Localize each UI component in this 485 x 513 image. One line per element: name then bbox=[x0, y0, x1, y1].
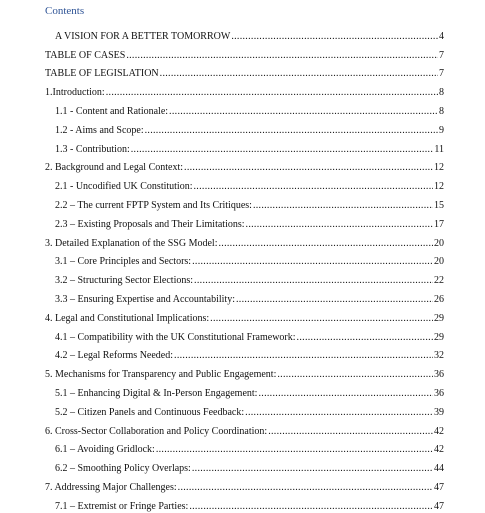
toc-entry-title: 2.1 - Uncodified UK Constitution: bbox=[55, 181, 193, 193]
dot-leader bbox=[194, 181, 434, 193]
toc-entry-page-number: 8 bbox=[439, 87, 444, 99]
dot-leader bbox=[189, 501, 433, 513]
toc-entry-title: 3.3 – Ensuring Expertise and Accountability: bbox=[55, 293, 235, 305]
toc-entry[interactable] bbox=[45, 456, 444, 475]
dot-leader bbox=[253, 200, 433, 212]
toc-entry-page-number: 9 bbox=[439, 124, 444, 136]
dot-leader bbox=[131, 144, 434, 156]
table-of-contents bbox=[45, 24, 444, 513]
toc-entry[interactable] bbox=[45, 156, 444, 175]
toc-entry-page-number: 20 bbox=[434, 256, 444, 268]
toc-entry-title: TABLE OF LEGISLATION bbox=[45, 68, 159, 80]
toc-entry[interactable] bbox=[45, 24, 444, 43]
dot-leader bbox=[156, 444, 433, 456]
dot-leader bbox=[218, 238, 433, 250]
toc-entry-title: 3.1 – Core Principles and Sectors: bbox=[55, 256, 192, 268]
toc-entry-title: 1.2 - Aims and Scope: bbox=[55, 124, 144, 136]
dot-leader bbox=[194, 275, 433, 287]
toc-entry-page-number: 36 bbox=[434, 369, 444, 381]
toc-entry-title: 6. Cross-Sector Collaboration and Policy Coordination: bbox=[45, 425, 268, 437]
toc-entry-page-number: 26 bbox=[434, 293, 444, 305]
toc-entry-page-number: 7 bbox=[439, 49, 444, 61]
toc-entry-title: A VISION FOR A BETTER TOMORROW bbox=[55, 30, 231, 42]
toc-entry-page-number: 22 bbox=[434, 275, 444, 287]
toc-entry-title: 5.1 – Enhancing Digital & In-Person Engagement: bbox=[55, 387, 258, 399]
dot-leader bbox=[258, 388, 433, 400]
toc-entry[interactable] bbox=[45, 193, 444, 212]
toc-entry[interactable] bbox=[45, 80, 444, 99]
toc-entry-title: 7.1 – Extremist or Fringe Parties: bbox=[55, 500, 189, 512]
toc-entry[interactable] bbox=[45, 268, 444, 287]
toc-entry-title: 2.3 – Existing Proposals and Their Limitations: bbox=[55, 218, 245, 230]
toc-entry[interactable] bbox=[45, 231, 444, 250]
dot-leader bbox=[192, 463, 433, 475]
toc-entry-title: 4.2 – Legal Reforms Needed: bbox=[55, 350, 174, 362]
toc-entry-page-number: 29 bbox=[434, 331, 444, 343]
toc-entry-page-number: 12 bbox=[434, 162, 444, 174]
dot-leader bbox=[174, 350, 433, 362]
toc-entry-title: 4. Legal and Constitutional Implications: bbox=[45, 312, 210, 324]
toc-entry-page-number: 4 bbox=[439, 30, 444, 42]
toc-entry-title: 1.1 - Content and Rationale: bbox=[55, 105, 169, 117]
toc-entry-page-number: 7 bbox=[439, 68, 444, 80]
dot-leader bbox=[169, 106, 438, 118]
toc-entry[interactable] bbox=[45, 62, 444, 81]
dot-leader bbox=[178, 482, 433, 494]
toc-entry[interactable] bbox=[45, 381, 444, 400]
toc-entry-page-number: 42 bbox=[434, 444, 444, 456]
toc-entry-page-number: 36 bbox=[434, 387, 444, 399]
dot-leader bbox=[231, 31, 438, 43]
toc-entry-page-number: 47 bbox=[434, 481, 444, 493]
toc-entry[interactable] bbox=[45, 325, 444, 344]
dot-leader bbox=[126, 50, 438, 62]
dot-leader bbox=[106, 87, 438, 99]
toc-entry[interactable] bbox=[45, 306, 444, 325]
toc-entry-title: 4.1 – Compatibility with the UK Constitutional Framework: bbox=[55, 331, 296, 343]
dot-leader bbox=[268, 426, 433, 438]
toc-entry[interactable] bbox=[45, 43, 444, 62]
toc-entry[interactable] bbox=[45, 400, 444, 419]
toc-entry[interactable] bbox=[45, 212, 444, 231]
toc-entry-title: 3. Detailed Explanation of the SSG Model: bbox=[45, 237, 218, 249]
toc-entry-page-number: 47 bbox=[434, 500, 444, 512]
dot-leader bbox=[245, 407, 433, 419]
dot-leader bbox=[160, 68, 438, 80]
toc-entry-title: 2. Background and Legal Context: bbox=[45, 162, 184, 174]
toc-entry-page-number: 42 bbox=[434, 425, 444, 437]
toc-entry[interactable] bbox=[45, 344, 444, 363]
toc-entry-page-number: 17 bbox=[434, 218, 444, 230]
toc-entry-title: 3.2 – Structuring Sector Elections: bbox=[55, 275, 194, 287]
toc-entry[interactable] bbox=[45, 419, 444, 438]
toc-entry[interactable] bbox=[45, 99, 444, 118]
toc-entry[interactable] bbox=[45, 494, 444, 513]
toc-entry-page-number: 44 bbox=[434, 463, 444, 475]
toc-entry[interactable] bbox=[45, 118, 444, 137]
toc-entry-title: 5. Mechanisms for Transparency and Public Engagement: bbox=[45, 369, 277, 381]
toc-entry-title: 6.1 – Avoiding Gridlock: bbox=[55, 444, 155, 456]
toc-entry-title: TABLE OF CASES bbox=[45, 49, 126, 61]
toc-entry-page-number: 8 bbox=[439, 105, 444, 117]
toc-entry-page-number: 39 bbox=[434, 406, 444, 418]
dot-leader bbox=[192, 256, 433, 268]
toc-entry[interactable] bbox=[45, 362, 444, 381]
toc-entry-page-number: 11 bbox=[434, 143, 444, 155]
toc-entry[interactable] bbox=[45, 438, 444, 457]
toc-entry[interactable] bbox=[45, 137, 444, 156]
toc-heading: Contents bbox=[45, 5, 85, 17]
toc-entry[interactable] bbox=[45, 287, 444, 306]
dot-leader bbox=[277, 369, 433, 381]
toc-entry-title: 6.2 – Smoothing Policy Overlaps: bbox=[55, 463, 191, 475]
dot-leader bbox=[184, 162, 433, 174]
dot-leader bbox=[236, 294, 433, 306]
toc-entry-page-number: 20 bbox=[434, 237, 444, 249]
dot-leader bbox=[210, 313, 433, 325]
toc-entry-title: 7. Addressing Major Challenges: bbox=[45, 481, 177, 493]
toc-entry[interactable] bbox=[45, 475, 444, 494]
dot-leader bbox=[145, 125, 438, 137]
toc-entry[interactable] bbox=[45, 250, 444, 269]
dot-leader bbox=[246, 219, 433, 231]
toc-entry-title: 5.2 – Citizen Panels and Continuous Feedback: bbox=[55, 406, 245, 418]
toc-entry-page-number: 29 bbox=[434, 312, 444, 324]
dot-leader bbox=[297, 332, 433, 344]
toc-entry-title: 1.3 - Contribution: bbox=[55, 143, 130, 155]
toc-entry-title: 1.Introduction: bbox=[45, 87, 105, 99]
toc-entry[interactable] bbox=[45, 174, 444, 193]
toc-entry-page-number: 32 bbox=[434, 350, 444, 362]
toc-entry-page-number: 12 bbox=[434, 181, 444, 193]
toc-entry-page-number: 15 bbox=[434, 199, 444, 211]
toc-entry-title: 2.2 – The current FPTP System and Its Critiques: bbox=[55, 199, 252, 211]
